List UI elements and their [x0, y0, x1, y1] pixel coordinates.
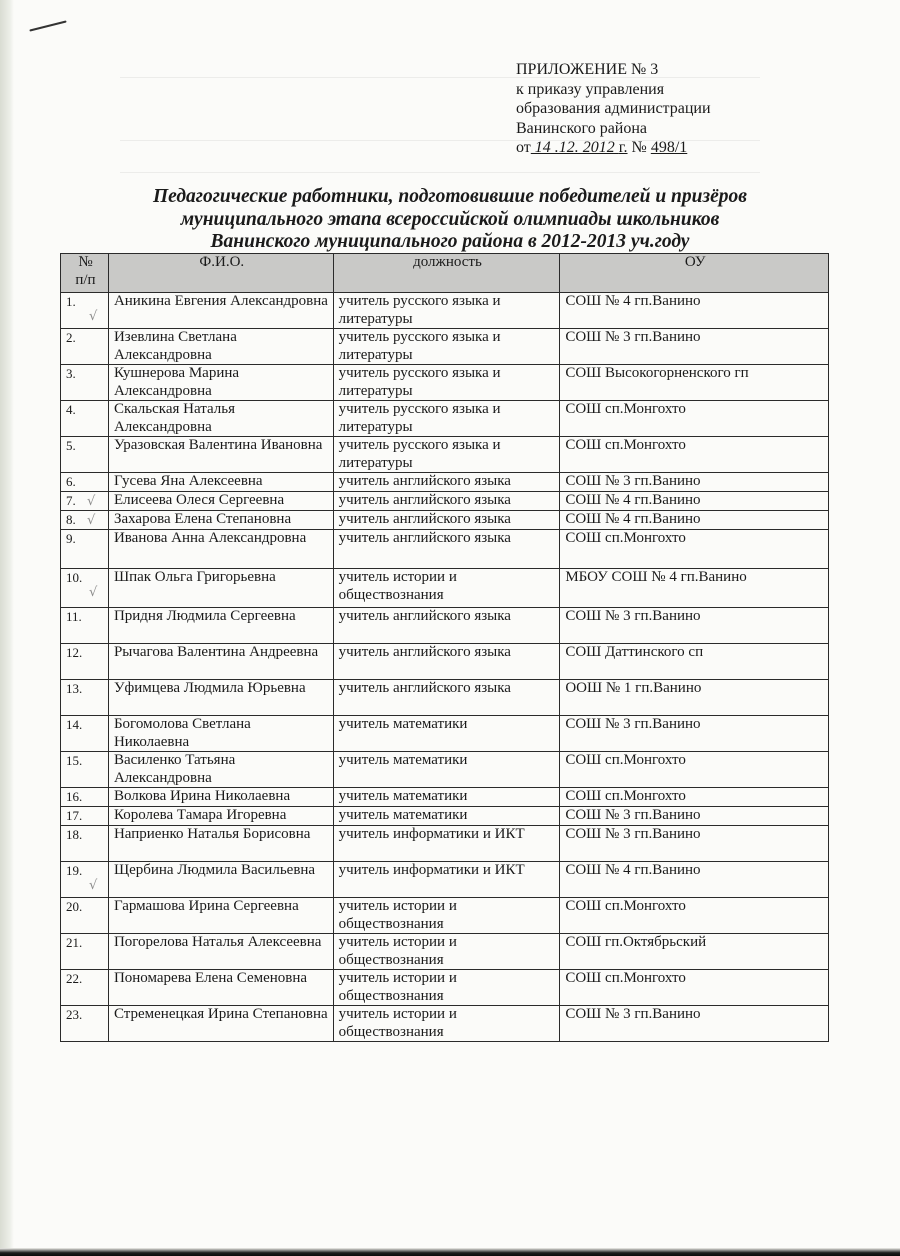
row-number-cell: [61, 530, 109, 569]
table-row: [61, 401, 829, 437]
teacher-position: учитель английского языка: [333, 530, 560, 569]
row-number: 6.: [66, 474, 76, 489]
row-number-cell: [61, 934, 109, 970]
table-row: [61, 716, 829, 752]
row-number: 15.: [66, 753, 83, 768]
table-header-row: [61, 254, 829, 293]
teacher-position: учитель английского языка: [333, 608, 560, 644]
order-prefix: от: [516, 139, 531, 156]
teacher-name: Придня Людмила Сергеевна: [108, 608, 333, 644]
teacher-name: Щербина Людмила Васильевна: [108, 862, 333, 898]
teacher-position: учитель истории и обществознания: [333, 569, 560, 608]
school-name: МБОУ СОШ № 4 гп.Ванино: [560, 569, 829, 608]
table-row: [61, 1006, 829, 1042]
teacher-position: учитель истории и обществознания: [333, 1006, 560, 1042]
teacher-position: учитель математики: [333, 788, 560, 807]
teacher-name: Погорелова Наталья Алексеевна: [108, 934, 333, 970]
row-number-cell: [61, 365, 109, 401]
school-name: СОШ № 3 гп.Ванино: [560, 608, 829, 644]
teacher-position: учитель английского языка: [333, 680, 560, 716]
teacher-position: учитель математики: [333, 752, 560, 788]
row-number: 19.: [66, 863, 83, 878]
row-number: 2.: [66, 330, 76, 345]
staff-table-body: [61, 293, 829, 1042]
header-number-abbr: п/п: [75, 271, 96, 288]
row-number-cell: [61, 644, 109, 680]
table-row: [61, 934, 829, 970]
row-number: 1.: [66, 294, 76, 309]
school-name: СОШ сп.Монгохто: [560, 752, 829, 788]
row-number-cell: [61, 826, 109, 862]
bleed-through-line: [120, 172, 760, 173]
row-number-cell: [61, 437, 109, 473]
row-number-cell: [61, 401, 109, 437]
teacher-name: Гусева Яна Алексеевна: [108, 473, 333, 492]
check-mark-icon: √: [89, 309, 98, 324]
teacher-position: учитель английского языка: [333, 644, 560, 680]
order-number-label: №: [631, 139, 647, 156]
header-org: ОУ: [560, 254, 829, 293]
school-name: СОШ сп.Монгохто: [560, 898, 829, 934]
title-line: Педагогические работники, подготовившие победителей и призёров: [153, 186, 747, 207]
title-line: Ванинского муниципального района в 2012-2013 уч.году: [210, 231, 690, 252]
row-number: 9.: [66, 531, 76, 546]
row-number: 10.: [66, 570, 83, 585]
row-number: 8.: [66, 512, 76, 527]
order-reference: [516, 138, 711, 158]
row-number-cell: [61, 473, 109, 492]
row-number-cell: [61, 492, 109, 511]
teacher-name: Волкова Ирина Николаевна: [108, 788, 333, 807]
row-number-cell: [61, 1006, 109, 1042]
teacher-name: Стременецкая Ирина Степановна: [108, 1006, 333, 1042]
order-date: 14 .12. 2012: [530, 139, 619, 156]
teacher-name: Шпак Ольга Григорьевна: [108, 569, 333, 608]
row-number-cell: [61, 511, 109, 530]
teacher-position: учитель русского языка и литературы: [333, 437, 560, 473]
table-row: [61, 473, 829, 492]
row-number: 7.: [66, 493, 76, 508]
teacher-name: Изевлина Светлана Александровна: [108, 329, 333, 365]
table-row: [61, 608, 829, 644]
scan-bottom-edge: [0, 1248, 900, 1256]
school-name: СОШ № 3 гп.Ванино: [560, 329, 829, 365]
row-number-cell: [61, 898, 109, 934]
teacher-name: Аникина Евгения Александровна: [108, 293, 333, 329]
school-name: СОШ сп.Монгохто: [560, 530, 829, 569]
document-title: [70, 186, 830, 254]
row-number: 16.: [66, 789, 83, 804]
teacher-position: учитель английского языка: [333, 473, 560, 492]
row-number-cell: [61, 293, 109, 329]
table-row: [61, 293, 829, 329]
teacher-name: Скальская Наталья Александровна: [108, 401, 333, 437]
header-position: должность: [333, 254, 560, 293]
teacher-name: Уразовская Валентина Ивановна: [108, 437, 333, 473]
teacher-name: Богомолова Светлана Николаевна: [108, 716, 333, 752]
teacher-position: учитель русского языка и литературы: [333, 329, 560, 365]
teacher-name: Рычагова Валентина Андреевна: [108, 644, 333, 680]
table-row: [61, 569, 829, 608]
appendix-heading: ПРИЛОЖЕНИЕ № 3: [516, 61, 659, 78]
table-row: [61, 898, 829, 934]
row-number-cell: [61, 862, 109, 898]
school-name: СОШ Высокогорненского гп: [560, 365, 829, 401]
row-number: 22.: [66, 971, 83, 986]
row-number: 3.: [66, 366, 76, 381]
table-row: [61, 826, 829, 862]
scan-page-edge: [0, 0, 14, 1256]
header-name: Ф.И.О.: [108, 254, 333, 293]
school-name: СОШ сп.Монгохто: [560, 788, 829, 807]
row-number-cell: [61, 569, 109, 608]
school-name: СОШ № 3 гп.Ванино: [560, 807, 829, 826]
row-number-cell: [61, 807, 109, 826]
appendix-line: Ванинского района: [516, 119, 648, 137]
row-number: 13.: [66, 681, 83, 696]
teacher-position: учитель истории и обществознания: [333, 970, 560, 1006]
school-name: СОШ сп.Монгохто: [560, 401, 829, 437]
row-number: 14.: [66, 717, 83, 732]
table-row: [61, 680, 829, 716]
row-number: 4.: [66, 402, 76, 417]
school-name: СОШ № 4 гп.Ванино: [560, 862, 829, 898]
teacher-name: Пономарева Елена Семеновна: [108, 970, 333, 1006]
check-mark-icon: √: [89, 878, 98, 893]
row-number-cell: [61, 329, 109, 365]
table-row: [61, 807, 829, 826]
row-number-cell: [61, 680, 109, 716]
school-name: СОШ № 4 гп.Ванино: [560, 293, 829, 329]
order-year-suffix: г.: [618, 139, 628, 156]
table-row: [61, 437, 829, 473]
school-name: СОШ Даттинского сп: [560, 644, 829, 680]
table-row: [61, 752, 829, 788]
teacher-name: Королева Тамара Игоревна: [108, 807, 333, 826]
teacher-position: учитель информатики и ИКТ: [333, 826, 560, 862]
table-row: [61, 644, 829, 680]
table-row: [61, 329, 829, 365]
check-mark-icon: √: [89, 585, 98, 600]
teacher-name: Елисеева Олеся Сергеевна: [108, 492, 333, 511]
row-number-cell: [61, 608, 109, 644]
school-name: СОШ № 3 гп.Ванино: [560, 716, 829, 752]
row-number: 23.: [66, 1007, 83, 1022]
row-number-cell: [61, 752, 109, 788]
table-row: [61, 365, 829, 401]
school-name: СОШ № 3 гп.Ванино: [560, 473, 829, 492]
teacher-position: учитель истории и обществознания: [333, 934, 560, 970]
teacher-position: учитель информатики и ИКТ: [333, 862, 560, 898]
row-number: 12.: [66, 645, 83, 660]
table-row: [61, 862, 829, 898]
appendix-header: [516, 60, 711, 158]
teacher-position: учитель русского языка и литературы: [333, 365, 560, 401]
row-number: 18.: [66, 827, 83, 842]
teacher-position: учитель английского языка: [333, 492, 560, 511]
table-row: [61, 492, 829, 511]
teacher-position: учитель математики: [333, 716, 560, 752]
appendix-line: образования администрации: [516, 100, 711, 117]
teacher-name: Гармашова Ирина Сергеевна: [108, 898, 333, 934]
check-mark-icon: √: [87, 494, 96, 509]
check-mark-icon: √: [87, 513, 96, 528]
school-name: СОШ № 3 гп.Ванино: [560, 1006, 829, 1042]
teacher-position: учитель истории и обществознания: [333, 898, 560, 934]
row-number-cell: [61, 970, 109, 1006]
table-row: [61, 788, 829, 807]
order-number: 498/1: [650, 139, 688, 156]
teacher-position: учитель английского языка: [333, 511, 560, 530]
staff-table: [60, 253, 829, 1042]
school-name: СОШ сп.Монгохто: [560, 970, 829, 1006]
teacher-position: учитель русского языка и литературы: [333, 401, 560, 437]
teacher-name: Захарова Елена Степановна: [108, 511, 333, 530]
header-number-symbol: №: [78, 254, 93, 270]
school-name: СОШ № 4 гп.Ванино: [560, 511, 829, 530]
school-name: СОШ гп.Октябрьский: [560, 934, 829, 970]
row-number: 21.: [66, 935, 83, 950]
row-number: 17.: [66, 808, 83, 823]
teacher-name: Василенко Татьяна Александровна: [108, 752, 333, 788]
school-name: СОШ сп.Монгохто: [560, 437, 829, 473]
school-name: СОШ № 4 гп.Ванино: [560, 492, 829, 511]
row-number: 11.: [66, 609, 82, 624]
appendix-line: к приказу управления: [516, 80, 665, 98]
title-line: муниципального этапа всероссийской олимпиады школьников: [180, 208, 720, 230]
pen-mark: [29, 20, 66, 31]
header-number: [61, 254, 109, 293]
row-number: 20.: [66, 899, 83, 914]
school-name: СОШ № 3 гп.Ванино: [560, 826, 829, 862]
table-row: [61, 530, 829, 569]
row-number-cell: [61, 788, 109, 807]
school-name: ООШ № 1 гп.Ванино: [560, 680, 829, 716]
table-row: [61, 970, 829, 1006]
teacher-name: Уфимцева Людмила Юрьевна: [108, 680, 333, 716]
teacher-name: Кушнерова Марина Александровна: [108, 365, 333, 401]
row-number: 5.: [66, 438, 76, 453]
teacher-name: Иванова Анна Александровна: [108, 530, 333, 569]
table-row: [61, 511, 829, 530]
row-number-cell: [61, 716, 109, 752]
teacher-position: учитель русского языка и литературы: [333, 293, 560, 329]
teacher-position: учитель математики: [333, 807, 560, 826]
teacher-name: Наприенко Наталья Борисовна: [108, 826, 333, 862]
